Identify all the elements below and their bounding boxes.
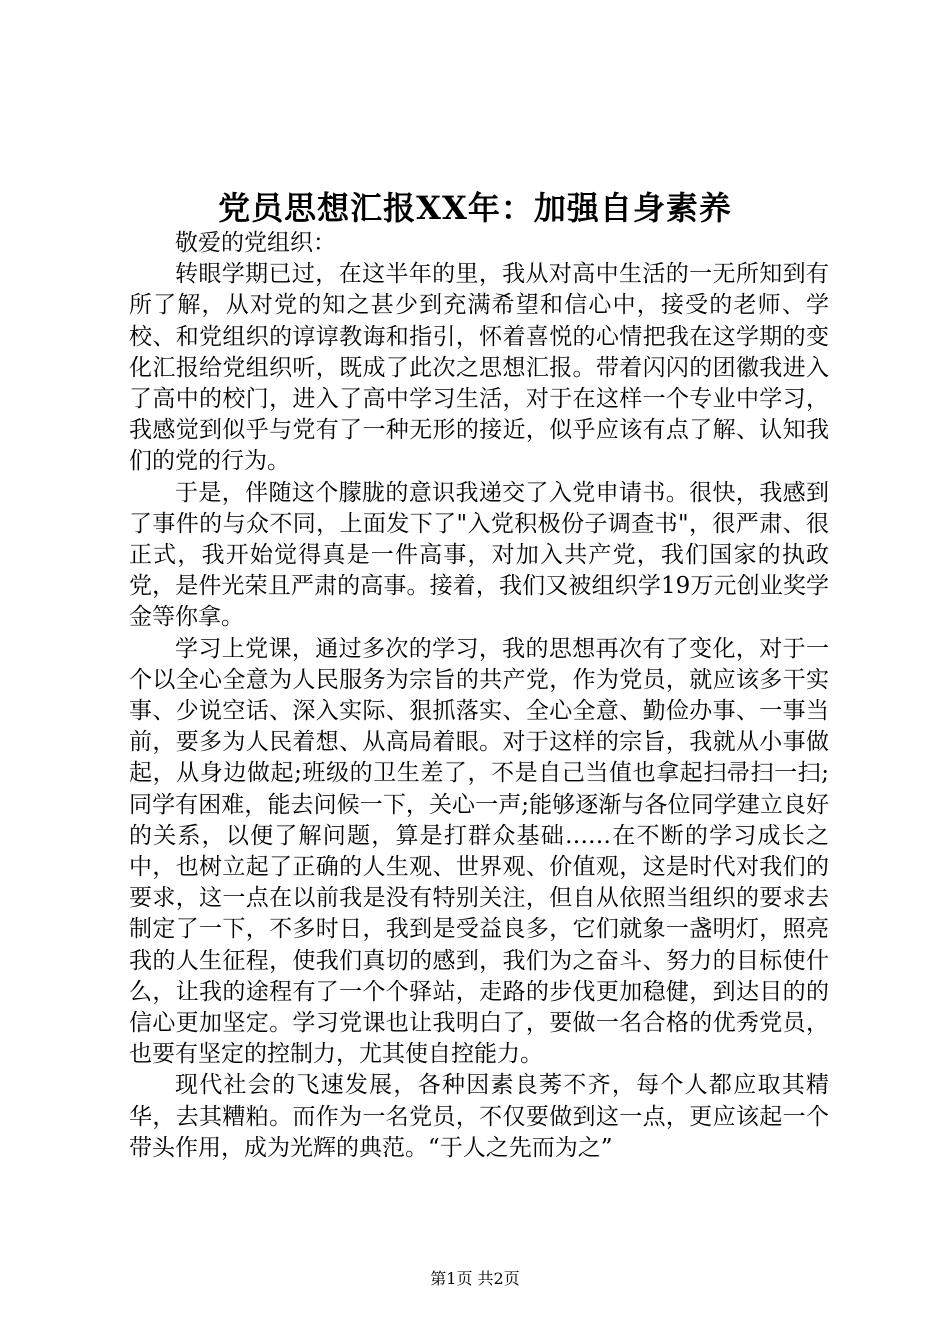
- document-title: 党员思想汇报XX年：加强自身素养: [218, 189, 732, 227]
- paragraph-1: 转眼学期已过，在这半年的里，我从对高中生活的一无所知到有所了解，从对党的知之甚少到充满希望和信心中，接受的老师、学校、和党组织的谆谆教诲和指引，怀着喜悦的心情把我在这学期的变化汇报给党组织听，既成了此次之思想汇报。带着闪闪的团徽我进入了高中的校门，进入了高中学习生活，对于在这样一个专业中学习，我感觉到似乎与党有了一种无形的接近，似乎应该有点了解、认知我们的党的行为。: [129, 261, 829, 475]
- salutation: 敬爱的党组织：: [175, 230, 336, 256]
- document-body: [129, 228, 829, 1164]
- paragraph-4: 现代社会的飞速发展，各种因素良莠不齐，每个人都应取其精华，去其糟粕。而作为一名党员，不仅要做到这一点，更应该起一个带头作用，成为光辉的典范。“于人之先而为之”: [129, 1072, 829, 1161]
- paragraph-2: 于是，伴随这个朦胧的意识我递交了入党申请书。很快，我感到了事件的与众不同，上面发下了"入党积极份子调查书"，很严肃、很正式，我开始觉得真是一件高事，对加入共产党，我们国家的执政党，是件光荣且严肃的高事。接着，我们又被组织学19万元创业奖学金等你拿。: [129, 479, 829, 631]
- page-indicator: 第1页 共2页: [430, 1269, 520, 1288]
- paragraph-3: 学习上党课，通过多次的学习，我的思想再次有了变化，对于一个以全心全意为人民服务为宗旨的共产党，作为党员，就应该多干实事、少说空话、深入实际、狠抓落实、全心全意、勤俭办事、一事当前，要多为人民着想、从高局着眼。对于这样的宗旨，我就从小事做起，从身边做起;班级的卫生差了，不是自己当值也拿起扫帚扫一扫;同学有困难，能去问候一下，关心一声;能够逐渐与各位同学建立良好的关系，以便了解问题，算是打群众基础……在不断的学习成长之中，也树立起了正确的人生观、世界观、价值观，这是时代对我们的要求，这一点在以前我是没有特别关注，但自从依照当组织的要求去制定了一下，不多时日，我到是受益良多，它们就象一盏明灯，照亮我的人生征程，使我们真切的感到，我们为之奋斗、努力的目标使什么，让我的途程有了一个个驿站，走路的步伐更加稳健，到达目的的信心更加坚定。学习党课也让我明白了，要做一名合格的优秀党员，也要有坚定的控制力，尤其使自控能力。: [129, 635, 829, 1068]
